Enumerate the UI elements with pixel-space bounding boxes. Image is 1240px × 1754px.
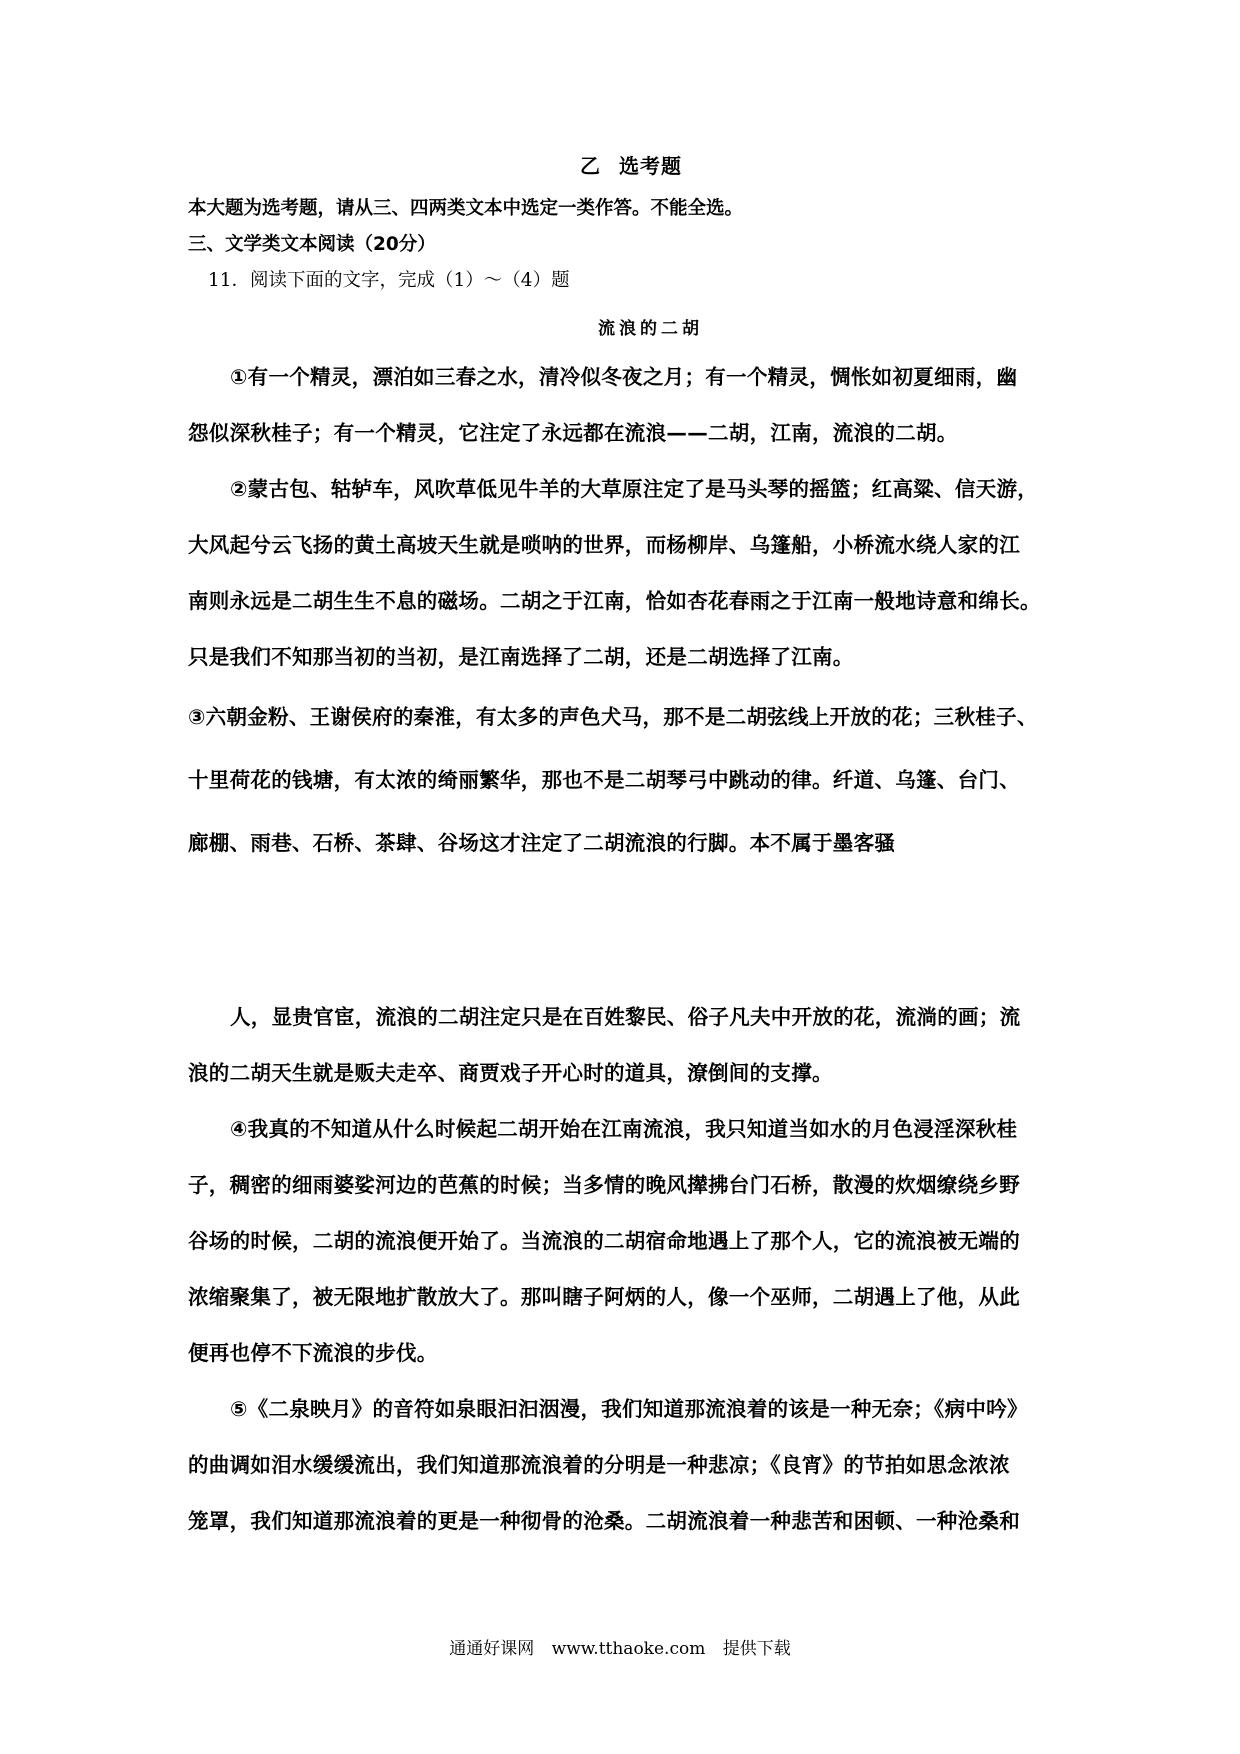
passage-line: 浪的二胡天生就是贩夫走卒、商贾戏子开心时的道具，潦倒间的支撑。	[188, 1061, 833, 1085]
question-prompt: 11．阅读下面的文字，完成（1）～（4）题	[208, 270, 570, 291]
passage-line: 笼罩，我们知道那流浪着的更是一种彻骨的沧桑。二胡流浪着一种悲苦和困顿、一种沧桑和	[188, 1509, 1020, 1533]
passage-line: 只是我们不知那当初的当初，是江南选择了二胡，还是二胡选择了江南。	[188, 645, 854, 669]
passage-title: 流浪的二胡	[598, 319, 703, 339]
passage-line: ③六朝金粉、王谢侯府的秦淮，有太多的声色犬马，那不是二胡弦线上开放的花；三秋桂子、	[188, 705, 1038, 729]
passage-line: 的曲调如泪水缓缓流出，我们知道那流浪着的分明是一种悲凉；《良宵》的节拍如思念浓浓	[188, 1453, 1010, 1477]
part-heading: 三、文学类文本阅读（20分）	[188, 234, 436, 255]
passage-line: 廊棚、雨巷、石桥、茶肆、谷场这才注定了二胡流浪的行脚。本不属于墨客骚	[188, 831, 896, 855]
passage-line: 大风起兮云飞扬的黄土高坡天生就是唢呐的世界，而杨柳岸、乌篷船，小桥流水绕人家的江	[188, 533, 1020, 557]
footer-note: 提供下载	[722, 1639, 791, 1659]
passage-line: 十里荷花的钱塘，有太浓的绮丽繁华，那也不是二胡琴弓中跳动的律。纤道、乌篷、台门、	[188, 768, 1020, 792]
section-title-text: 选考题	[619, 154, 682, 178]
section-instruction: 本大题为选考题，请从三、四两类文本中选定一类作答。不能全选。	[188, 198, 744, 219]
passage-line: 谷场的时候，二胡的流浪便开始了。当流浪的二胡宿命地遇上了那个人，它的流浪被无端的	[188, 1229, 1020, 1253]
passage-line: ⑤《二泉映月》的音符如泉眼汩汩洇漫，我们知道那流浪着的该是一种无奈；《病中吟》	[230, 1397, 1028, 1421]
passage-line: 子，稠密的细雨婆娑河边的芭蕉的时候；当多情的晚风撵拂台门石桥，散漫的炊烟缭绕乡野	[188, 1173, 1020, 1197]
passage-line: 南则永远是二胡生生不息的磁场。二胡之于江南，恰如杏花春雨之于江南一般地诗意和绵长。	[188, 589, 1041, 613]
section-title-letter: 乙	[580, 154, 601, 178]
passage-line: 怨似深秋桂子；有一个精灵，它注定了永远都在流浪——二胡，江南，流浪的二胡。	[188, 421, 958, 445]
passage-line: ④我真的不知道从什么时候起二胡开始在江南流浪，我只知道当如水的月色浸淫深秋桂	[230, 1117, 1018, 1141]
page-footer	[0, 1634, 1240, 1659]
passage-line: 人，显贵官宦，流浪的二胡注定只是在百姓黎民、俗子凡夫中开放的花，流淌的画；流	[230, 1005, 1021, 1029]
footer-site-name: 通通好课网	[449, 1639, 535, 1659]
passage-line: ①有一个精灵，漂泊如三春之水，清冷似冬夜之月；有一个精灵，惆怅如初夏细雨，幽	[230, 365, 1018, 389]
passage-line: ②蒙古包、轱轳车，风吹草低见牛羊的大草原注定了是马头琴的摇篮；红高粱、信天游，	[230, 477, 1039, 501]
passage-line: 浓缩聚集了，被无限地扩散放大了。那叫瞎子阿炳的人，像一个巫师，二胡遇上了他，从此	[188, 1285, 1020, 1309]
section-title	[580, 150, 682, 179]
passage-line: 便再也停不下流浪的步伐。	[188, 1341, 438, 1365]
footer-url[interactable]: www.tthaoke.com	[551, 1639, 706, 1659]
